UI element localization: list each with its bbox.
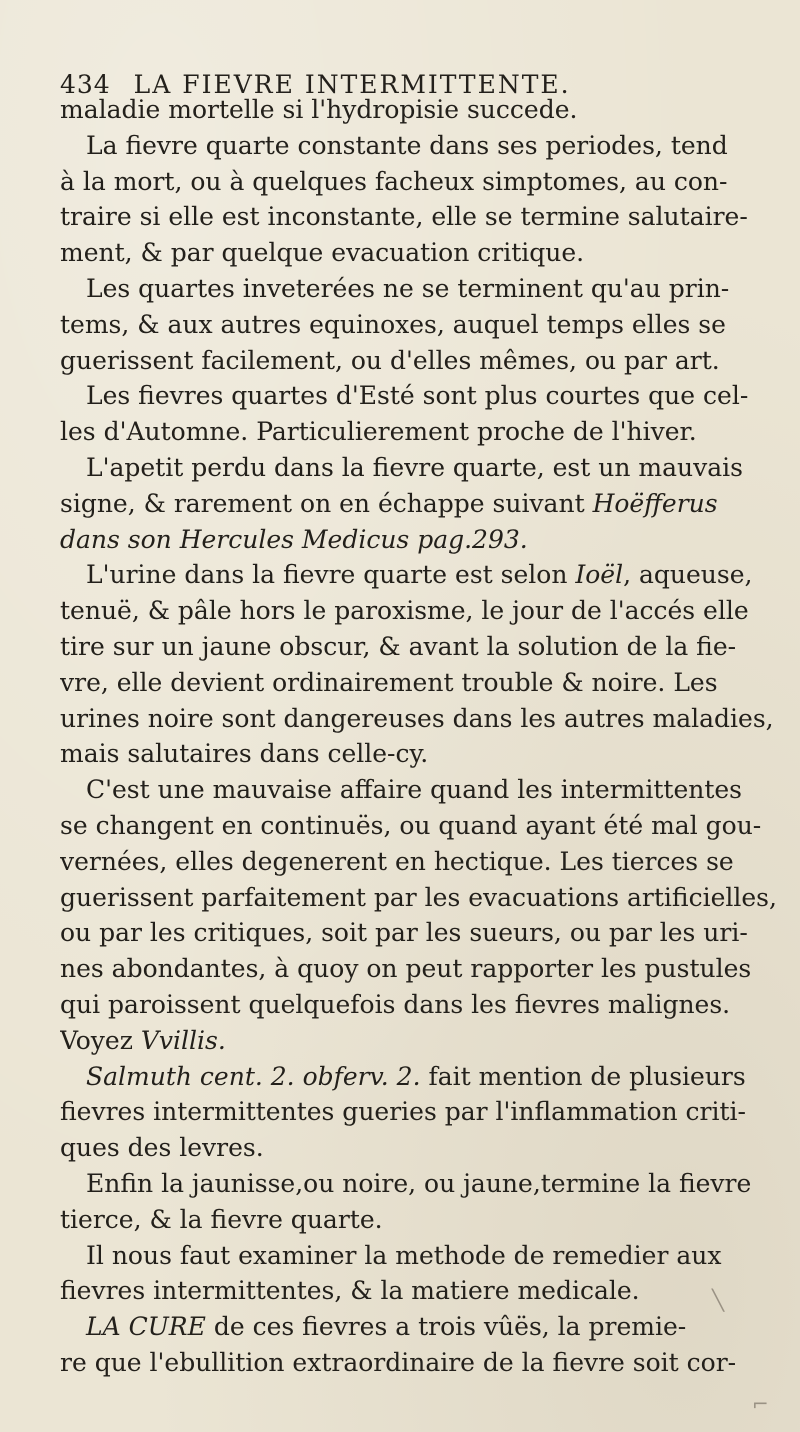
stray-ink-mark: ⌐: [752, 1392, 769, 1416]
text-line: [60, 307, 796, 343]
text-line: [60, 915, 796, 951]
line-text: tenuë, & pâle hors le paroxisme, le jour de l'accés elle: [60, 596, 749, 626]
line-text: Il nous faut examiner la methode de remedier aux: [86, 1240, 722, 1270]
line-text: qui paroissent quelquefois dans les fievres malignes.: [60, 989, 731, 1019]
line-text: ou par les critiques, soit par les sueurs, ou par les uri-: [60, 918, 748, 948]
text-line: [60, 557, 796, 593]
line-text: fievres intermittentes, & la matiere medicale.: [60, 1276, 640, 1306]
text-line: [60, 808, 796, 844]
line-text: à la mort, ou à quelques facheux simptomes, au con-: [60, 166, 728, 196]
text-line: [60, 880, 796, 916]
line-text: traire si elle est inconstante, elle se termine salutaire-: [60, 202, 748, 232]
line-text: se changent en continuës, ou quand ayant été mal gou-: [60, 810, 762, 840]
stray-ink-mark: ╲: [712, 1288, 725, 1312]
line-text: signe, & rarement on en échappe suivant: [60, 488, 585, 518]
running-title: LA FIEVRE INTERMITTENTE.: [133, 70, 571, 99]
italic-reference: Salmuth cent. 2. obferv. 2.: [86, 1061, 421, 1091]
text-line: [60, 414, 796, 450]
text-line: [60, 235, 796, 271]
text-line: [60, 271, 796, 307]
text-line: [60, 1309, 796, 1345]
text-line: [60, 1166, 796, 1202]
line-text: ques des levres.: [60, 1133, 264, 1163]
line-text: les d'Automne. Particulierement proche de l'hiver.: [60, 417, 697, 447]
text-line: [60, 951, 796, 987]
text-line: [60, 1130, 796, 1166]
text-line: [60, 522, 796, 558]
line-text: tierce, & la fievre quarte.: [60, 1204, 383, 1234]
italic-reference: dans son Hercules Medicus pag.293.: [60, 524, 528, 554]
line-tail: de ces fievres a trois vûës, la premie-: [205, 1312, 687, 1342]
text-line: [60, 593, 796, 629]
line-text: Les quartes inveterées ne se terminent qu'au prin-: [86, 273, 730, 303]
line-text: Voyez: [60, 1025, 133, 1055]
body-text: [60, 92, 796, 1381]
text-line: [60, 987, 796, 1023]
text-line: [60, 1238, 796, 1274]
text-line: [60, 629, 796, 665]
line-text: L'urine dans la fievre quarte est selon: [86, 560, 568, 590]
line-tail: , aqueuse,: [623, 560, 753, 590]
italic-reference: Ioël: [575, 560, 624, 590]
italic-reference: LA CURE: [86, 1312, 206, 1342]
line-text: tire sur un jaune obscur, & avant la solution de la fie-: [60, 631, 737, 661]
text-line: [60, 164, 796, 200]
text-line: [60, 736, 796, 772]
text-line: [60, 1023, 796, 1059]
line-text: Enfin la jaunisse,ou noire, ou jaune,termine la fievre: [86, 1168, 752, 1198]
line-text: vre, elle devient ordinairement trouble & noire. Les: [60, 667, 718, 697]
text-line: [60, 1059, 796, 1095]
line-text: fievres intermittentes gueries par l'inflammation criti-: [60, 1097, 746, 1127]
line-text: urines noire sont dangereuses dans les autres maladies,: [60, 703, 774, 733]
text-line: [60, 701, 796, 737]
line-text: guerissent facilement, ou d'elles mêmes, ou par art.: [60, 345, 720, 375]
italic-reference: Hoëfferus: [592, 488, 718, 518]
text-line: [60, 844, 796, 880]
line-text: La fievre quarte constante dans ses periodes, tend: [86, 130, 728, 160]
line-text: Les fievres quartes d'Esté sont plus courtes que cel-: [86, 381, 749, 411]
text-line: [60, 378, 796, 414]
text-line: [60, 199, 796, 235]
text-line: [60, 1202, 796, 1238]
line-text: L'apetit perdu dans la fievre quarte, est un mauvais: [86, 452, 743, 482]
text-line: [60, 665, 796, 701]
text-line: [60, 450, 796, 486]
italic-reference: Vvillis.: [140, 1025, 226, 1055]
text-line: [60, 1094, 796, 1130]
text-line: [60, 1345, 796, 1381]
line-text: tems, & aux autres equinoxes, auquel temps elles se: [60, 309, 726, 339]
line-text: guerissent parfaitement par les evacuations artificielles,: [60, 882, 777, 912]
line-text: nes abondantes, à quoy on peut rapporter les pustules: [60, 954, 752, 984]
line-text: C'est une mauvaise affaire quand les intermittentes: [86, 775, 743, 805]
line-text: re que l'ebullition extraordinaire de la fievre soit cor-: [60, 1347, 737, 1377]
text-line: [60, 92, 796, 128]
line-text: mais salutaires dans celle-cy.: [60, 739, 429, 769]
line-text: ment, & par quelque evacuation critique.: [60, 238, 585, 268]
line-tail: fait mention de plusieurs: [420, 1061, 746, 1091]
text-line: [60, 343, 796, 379]
text-line: [60, 1273, 796, 1309]
text-line: [60, 486, 796, 522]
text-line: [60, 772, 796, 808]
text-line: [60, 128, 796, 164]
line-text: vernées, elles degenerent en hectique. Les tierces se: [60, 846, 734, 876]
line-text: maladie mortelle si l'hydropisie succede.: [60, 95, 578, 124]
page-number: 434: [60, 70, 111, 99]
